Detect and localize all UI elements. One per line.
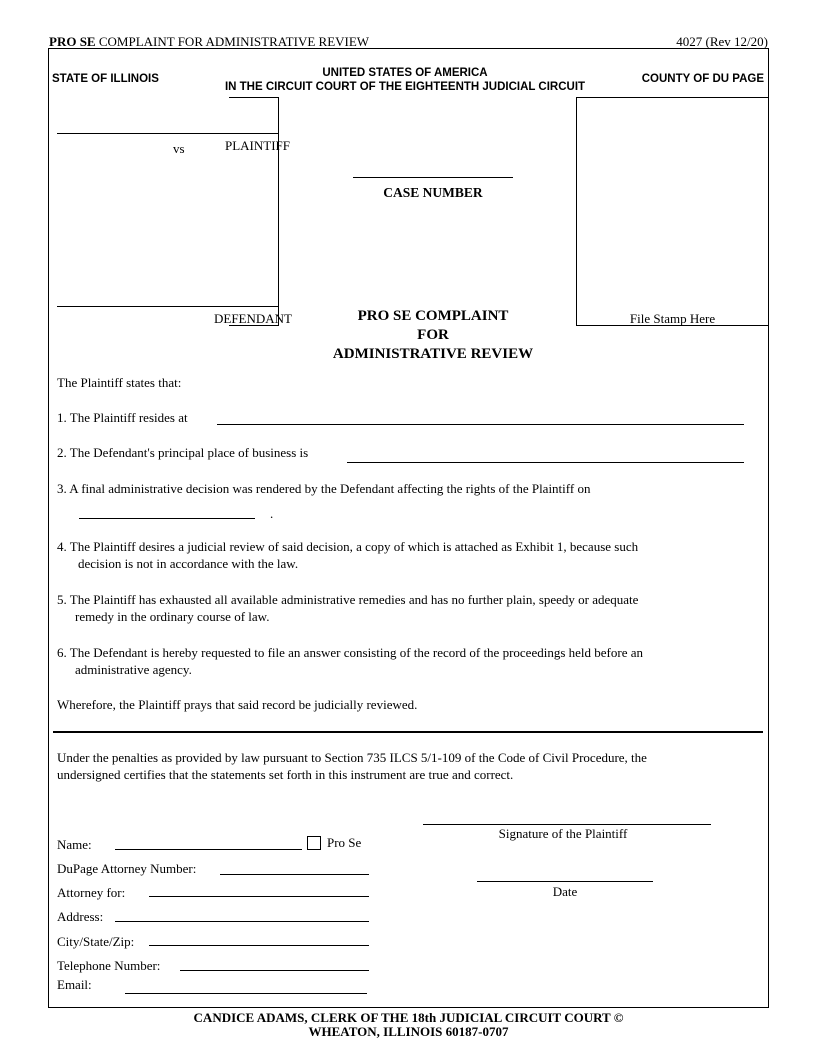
frame-left	[48, 48, 49, 1008]
footer-clerk: CANDICE ADAMS, CLERK OF THE 18th JUDICIAL CIRCUIT COURT ©	[193, 1010, 624, 1025]
signature-field[interactable]	[423, 808, 711, 825]
doc-title-line1: PRO SE COMPLAINT	[357, 308, 509, 324]
city-state-zip-label: City/State/Zip:	[57, 934, 135, 949]
email-field[interactable]	[125, 977, 367, 994]
certification-line1: Under the penalties as provided by law pursuant to Section 735 ILCS 5/1-109 of the Code of Civil Procedure, the	[57, 750, 647, 765]
name-field[interactable]	[115, 833, 302, 850]
item6-line1: 6. The Defendant is hereby requested to file an answer consisting of the record of the proceedings held before an	[57, 645, 643, 660]
footer-address: WHEATON, ILLINOIS 60187-0707	[308, 1024, 509, 1039]
item2-text: 2. The Defendant's principal place of business is	[57, 445, 309, 460]
caption-box-right	[278, 97, 279, 326]
email-label: Email:	[57, 977, 92, 992]
form-number: 4027 (Rev 12/20)	[676, 34, 768, 49]
case-number-line[interactable]	[353, 161, 513, 178]
file-stamp-box-left	[576, 97, 577, 326]
vs-label: vs	[173, 141, 185, 156]
county-label: COUNTY OF DU PAGE	[641, 73, 764, 85]
form-header-title-rest: COMPLAINT FOR ADMINISTRATIVE REVIEW	[95, 34, 370, 49]
attorney-number-label: DuPage Attorney Number:	[57, 861, 197, 876]
circuit-label: IN THE CIRCUIT COURT OF THE EIGHTEENTH JUDICIAL CIRCUIT	[224, 81, 586, 93]
intro-text: The Plaintiff states that:	[57, 375, 182, 390]
defendant-name-line[interactable]	[57, 290, 278, 307]
state-label: STATE OF ILLINOIS	[52, 73, 159, 85]
file-stamp-box-top	[576, 97, 769, 98]
section-separator	[53, 731, 763, 733]
item3-text: 3. A final administrative decision was rendered by the Defendant affecting the rights of the Plaintiff on	[57, 481, 591, 496]
attorney-for-field[interactable]	[149, 880, 369, 897]
item5-line2: remedy in the ordinary course of law.	[75, 609, 270, 624]
item5-line1: 5. The Plaintiff has exhausted all available administrative remedies and has no further plain, speedy or adequate	[57, 592, 639, 607]
item6-line2: administrative agency.	[75, 662, 192, 677]
certification-line2: undersigned certifies that the statements set forth in this instrument are true and correct.	[57, 767, 514, 782]
attorney-number-field[interactable]	[220, 858, 369, 875]
item4-line1: 4. The Plaintiff desires a judicial review of said decision, a copy of which is attached as Exhibit 1, because such	[57, 539, 639, 554]
signature-label: Signature of the Plaintiff	[498, 826, 628, 841]
frame-right	[768, 48, 769, 1008]
doc-title-line3: ADMINISTRATIVE REVIEW	[332, 346, 534, 362]
plaintiff-name-line[interactable]	[57, 117, 278, 134]
frame-bottom	[48, 1007, 769, 1008]
country-label: UNITED STATES OF AMERICA	[322, 67, 488, 79]
item4-line2: decision is not in accordance with the law.	[78, 556, 299, 571]
city-state-zip-field[interactable]	[149, 929, 369, 946]
file-stamp-label: File Stamp Here	[629, 311, 716, 326]
pro-se-checkbox[interactable]	[307, 836, 321, 850]
plaintiff-label: PLAINTIFF	[225, 138, 291, 153]
form-header-title-bold: PRO SE	[49, 34, 96, 49]
date-label: Date	[552, 884, 578, 899]
address-label: Address:	[57, 909, 104, 924]
wherefore-text: Wherefore, the Plaintiff prays that said record be judicially reviewed.	[57, 697, 418, 712]
telephone-field[interactable]	[180, 954, 369, 971]
name-label: Name:	[57, 837, 92, 852]
pro-se-label: Pro Se	[327, 835, 362, 850]
defendant-business-field[interactable]	[347, 446, 744, 463]
attorney-for-label: Attorney for:	[57, 885, 126, 900]
plaintiff-residence-field[interactable]	[217, 408, 744, 425]
doc-title-line2: FOR	[417, 327, 449, 343]
address-field[interactable]	[115, 905, 369, 922]
header-rule	[48, 48, 769, 49]
case-number-label: CASE NUMBER	[383, 185, 483, 200]
telephone-label: Telephone Number:	[57, 958, 161, 973]
date-field[interactable]	[477, 865, 653, 882]
item1-text: 1. The Plaintiff resides at	[57, 410, 188, 425]
item3-period: .	[270, 506, 274, 521]
decision-date-field[interactable]	[79, 502, 255, 519]
caption-box-top-right	[229, 97, 279, 98]
defendant-label: DEFENDANT	[214, 311, 292, 326]
